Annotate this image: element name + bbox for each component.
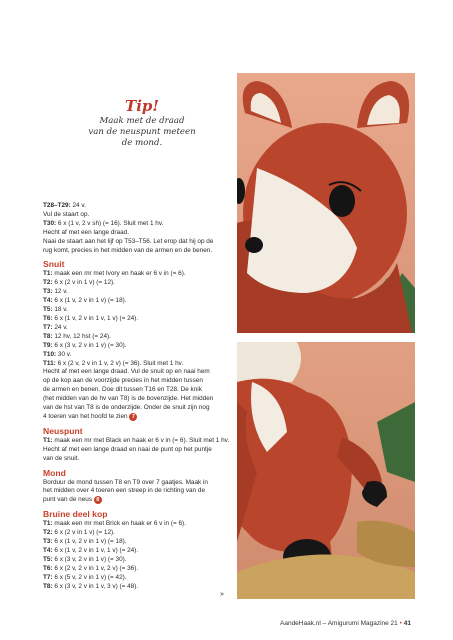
photo-reference-badge: 8 — [94, 496, 102, 504]
instruction-text: 6 x (1 v, 2 v in 1 v, 1 v) (= 24). — [52, 547, 139, 554]
instruction-text: 12 v. — [52, 288, 68, 296]
instruction-line — [43, 270, 231, 279]
instruction-text: van de snuit. — [43, 454, 80, 462]
instruction-line — [43, 395, 231, 404]
instruction-line — [43, 556, 231, 565]
instruction-text: 6 x (1 v, 2 v in 1 v) (= 18). — [52, 538, 127, 546]
round-label: T8: — [43, 332, 53, 340]
instruction-line — [43, 333, 231, 342]
instruction-text: het midden over 4 toeren een streep in de richting van de — [43, 487, 206, 495]
instruction-line — [43, 583, 231, 592]
round-label: T10: — [43, 350, 57, 358]
tip-line: van de neuspunt meteen — [88, 127, 196, 137]
round-label: T9: — [43, 341, 53, 349]
section-heading-neuspunt: Neuspunt — [43, 425, 83, 436]
instruction-line — [43, 529, 231, 538]
nose-tip-instructions — [43, 437, 231, 464]
photo-reference-badge: 7 — [129, 413, 137, 421]
instruction-line — [43, 565, 231, 574]
section-heading-kop: Bruine deel kop — [43, 509, 108, 520]
instruction-line — [43, 211, 231, 220]
continue-marker: » — [220, 591, 224, 598]
instruction-line — [43, 496, 231, 505]
instruction-text: 6 x (3 v, 2 v in 1 v) (= 30). — [52, 341, 127, 349]
instruction-text: de armen en benen. Doe dit tussen T16 en T28. De knik — [43, 386, 202, 394]
round-label: T5: — [43, 306, 53, 314]
instruction-line — [43, 368, 231, 377]
instruction-text: maak een mr met Brick en haak er 6 v in (= 6). — [52, 520, 186, 528]
instruction-line — [43, 404, 231, 413]
page-number: 41 — [403, 620, 411, 627]
head-instructions — [43, 520, 231, 591]
round-label: T1: — [43, 520, 53, 528]
instruction-line — [43, 455, 231, 464]
instruction-line — [43, 220, 231, 229]
section-heading-snuit: Snuit — [43, 259, 65, 270]
round-label: T28–T29: — [43, 202, 71, 209]
round-label: T7: — [43, 323, 53, 331]
instruction-text: Borduur de mond tussen T8 en T9 over 7 gaatjes. Maak in — [43, 478, 208, 486]
instruction-text: punt van de neus — [43, 496, 93, 504]
instruction-text: maak een mr met Ivory en haak er 6 v in (= 6). — [52, 270, 186, 278]
instruction-text: van de hst van T8 is de onderzijde. Onder de snuit zijn nog — [43, 404, 210, 412]
instruction-line — [43, 377, 231, 386]
instruction-text: 6 x (3 v, 2 v in 1 v, 3 v) (= 48). — [52, 582, 139, 590]
round-label: T6: — [43, 564, 53, 572]
instruction-text: 6 x (2 v in 1 v) (= 12). — [52, 279, 115, 287]
instruction-line — [43, 437, 231, 446]
round-label: T30: — [43, 219, 57, 227]
instruction-text: 6 x (1 v, 2 v in 1 v) (= 18). — [52, 297, 127, 305]
snout-instructions — [43, 270, 231, 413]
instruction-line — [43, 386, 231, 395]
instruction-line — [43, 238, 231, 247]
instruction-line — [43, 479, 231, 488]
instruction-line — [43, 351, 231, 360]
instruction-line — [43, 487, 231, 496]
instruction-line — [43, 306, 231, 315]
round-label: T5: — [43, 555, 53, 563]
instruction-text: 24 v. — [70, 202, 86, 209]
instruction-text: 6 x (1 v, 2 v in 1 v, 1 v) (= 24). — [52, 314, 139, 322]
instruction-line — [43, 446, 231, 455]
round-label: T1: — [43, 436, 53, 444]
footer-bullet: • — [399, 620, 402, 627]
instruction-line — [43, 520, 231, 529]
instruction-line — [43, 315, 231, 324]
round-label: T1: — [43, 270, 53, 278]
tip-line: Maak met de draad — [99, 116, 185, 126]
instruction-text: 6 x (2 v, 2 v in 1 v, 2 v) (= 36). Sluit met 1 hv. — [55, 359, 184, 367]
instruction-line — [43, 342, 231, 351]
tip-text — [82, 116, 202, 149]
instruction-text: Hecht af met een lange draad. Vul de snuit op en naai hem — [43, 368, 210, 376]
instruction-text: maak een mr met Black en haak er 6 v in (= 6). Sluit met 1 hv. — [52, 436, 230, 444]
instruction-text: 6 x (2 v, 2 v in 1 v, 2 v) (= 36). — [52, 564, 139, 572]
pattern-column — [43, 202, 231, 592]
round-label: T3: — [43, 288, 53, 296]
tail-instructions — [43, 202, 231, 255]
instruction-line — [43, 538, 231, 547]
page-footer — [280, 620, 411, 627]
tip-box — [82, 98, 202, 149]
instruction-line — [43, 413, 231, 422]
instruction-text: 24 v. — [52, 323, 68, 331]
instruction-line — [43, 360, 231, 369]
instruction-line — [43, 229, 231, 238]
instruction-text: Naai de staart aan het lijf op T53–T56. Let erop dat hij op de — [43, 237, 214, 245]
instruction-text: 30 v. — [56, 350, 72, 358]
instruction-text: rug komt, precies in het midden van de armen en de benen. — [43, 246, 213, 254]
instruction-text: 6 x (2 v in 1 v) (= 12). — [52, 529, 115, 537]
instruction-text: 4 toeren van het hoofd te zien — [43, 412, 128, 420]
section-heading-mond: Mond — [43, 467, 66, 478]
footer-text: AandeHaak.nl – Amigurumi Magazine 21 — [280, 620, 398, 627]
instruction-line — [43, 324, 231, 333]
fox-head-photo — [237, 73, 415, 333]
instruction-text: (het midden van de hv van T8) is de bovenzijde. Het midden — [43, 395, 214, 403]
instruction-text: 12 hv, 12 hst (= 24). — [52, 332, 111, 340]
round-label: T6: — [43, 314, 53, 322]
instruction-line — [43, 547, 231, 556]
fox-body-photo — [237, 342, 415, 599]
instruction-text: 6 x (5 v, 2 v in 1 v) (= 42). — [52, 573, 127, 581]
instruction-text: Hecht af met een lange draad. — [43, 228, 129, 236]
round-label: T2: — [43, 279, 53, 287]
round-label: T8: — [43, 582, 53, 590]
tip-title: Tip! — [125, 97, 159, 115]
round-label: T11: — [43, 359, 56, 367]
round-label: T7: — [43, 573, 53, 581]
instruction-line — [43, 297, 231, 306]
instruction-line — [43, 288, 231, 297]
instruction-text: Vul de staart op. — [43, 210, 90, 218]
round-label: T2: — [43, 529, 53, 537]
instruction-text: 6 x (1 v, 2 v sh) (= 16). Sluit met 1 hv. — [56, 219, 164, 227]
instruction-line — [43, 247, 231, 256]
round-label: T4: — [43, 297, 53, 305]
instruction-line — [43, 574, 231, 583]
instruction-line — [43, 202, 231, 211]
instruction-text: op de kop aan de voorzijde precies in het midden tussen — [43, 377, 203, 385]
round-label: T4: — [43, 547, 53, 554]
instruction-line — [43, 279, 231, 288]
instruction-text: 18 v. — [52, 306, 68, 314]
instruction-text: 6 x (3 v, 2 v in 1 v) (= 30). — [52, 555, 127, 563]
mouth-instructions — [43, 479, 231, 497]
round-label: T3: — [43, 538, 53, 546]
instruction-text: Hecht af met een lange draad en naai de punt op het puntje — [43, 445, 212, 453]
tip-line: de mond. — [121, 138, 163, 148]
